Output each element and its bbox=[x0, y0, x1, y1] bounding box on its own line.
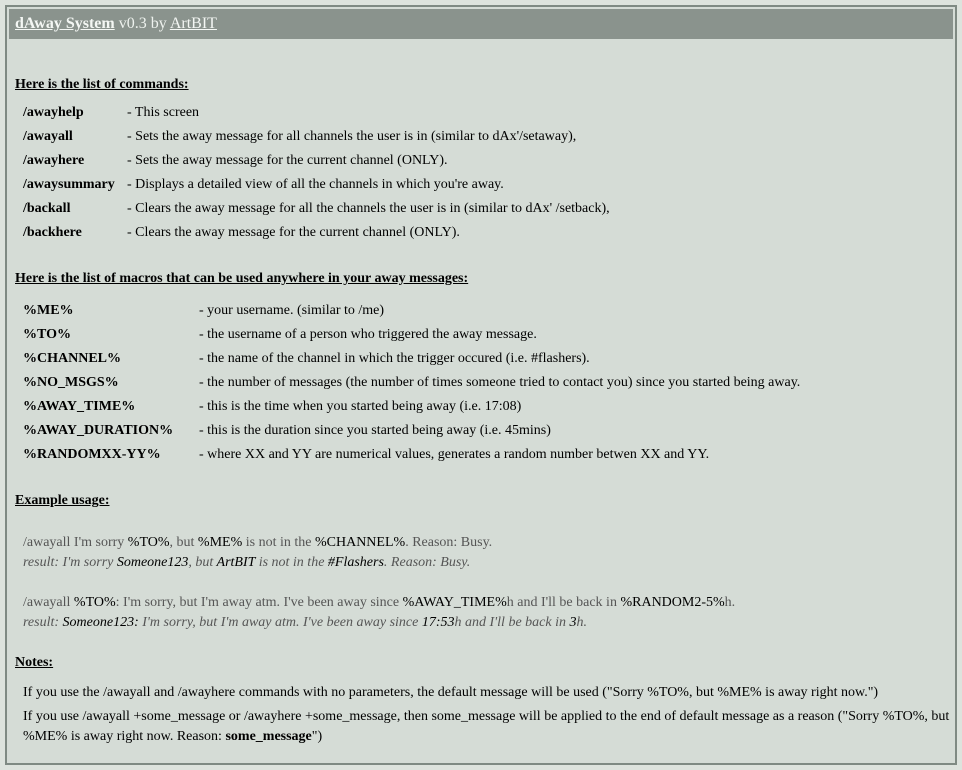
macro-desc: - this is the duration since you started being away (i.e. 45mins) bbox=[199, 423, 551, 438]
result-text: , but bbox=[188, 555, 217, 570]
example-macro: %TO% bbox=[127, 535, 170, 550]
macro-desc: - your username. (similar to /me) bbox=[199, 303, 385, 318]
macro-name: %AWAY_TIME% bbox=[23, 399, 136, 414]
macro-name: %CHANNEL% bbox=[23, 351, 122, 366]
command-name: /awayall bbox=[23, 129, 73, 144]
command-row bbox=[23, 223, 460, 243]
result-value: 3 bbox=[569, 615, 577, 630]
example-text: /awayall I'm sorry bbox=[23, 535, 128, 550]
macro-desc: - the username of a person who triggered the away message. bbox=[199, 327, 537, 342]
macro-name: %TO% bbox=[23, 327, 71, 342]
command-row bbox=[23, 103, 199, 123]
note-keyword: some_message bbox=[225, 729, 312, 744]
command-desc: - Clears the away message for all the channels the user is in (similar to dAx' /setback), bbox=[127, 201, 610, 216]
command-desc: - Sets the away message for all channels the user is in (similar to dAx'/setaway), bbox=[127, 129, 577, 144]
macro-row bbox=[23, 445, 709, 465]
version-label: v0.3 bbox=[118, 15, 147, 32]
command-row bbox=[23, 175, 504, 195]
examples-heading: Example usage: bbox=[15, 493, 110, 508]
example-text: is not in the bbox=[242, 535, 315, 550]
result-text: . Reason: Busy. bbox=[383, 555, 471, 570]
command-name: /awayhelp bbox=[23, 105, 84, 120]
macro-desc: - the number of messages (the number of times someone tried to contact you) since you started being away. bbox=[199, 375, 801, 390]
macro-row bbox=[23, 397, 521, 417]
help-panel bbox=[5, 5, 957, 765]
macro-desc: - where XX and YY are numerical values, generates a random number betwen XX and YY. bbox=[199, 447, 710, 462]
result-value: 17:53 bbox=[421, 615, 455, 630]
macro-name: %AWAY_DURATION% bbox=[23, 423, 174, 438]
notes-heading: Notes: bbox=[15, 655, 54, 670]
example-macro: %RANDOM2-5% bbox=[620, 595, 725, 610]
result-value: #Flashers bbox=[327, 555, 384, 570]
example-command bbox=[23, 533, 492, 553]
commands-heading: Here is the list of commands: bbox=[15, 77, 189, 92]
result-text: result: I'm sorry bbox=[23, 555, 117, 570]
macro-desc: - this is the time when you started being away (i.e. 17:08) bbox=[199, 399, 522, 414]
example-macro: %AWAY_TIME% bbox=[402, 595, 507, 610]
macro-row bbox=[23, 301, 384, 321]
result-text: is not in the bbox=[255, 555, 328, 570]
result-value: Someone123: bbox=[62, 615, 139, 630]
macro-name: %ME% bbox=[23, 303, 74, 318]
note-paragraph: If you use the /awayall and /awayhere commands with no parameters, the default message will be used ("Sorry %TO%, but %ME% is away right now.") bbox=[23, 685, 879, 700]
note-text: ") bbox=[311, 729, 323, 744]
command-name: /backall bbox=[23, 201, 71, 216]
example-macro: %ME% bbox=[197, 535, 243, 550]
command-row bbox=[23, 127, 576, 147]
macro-desc: - the name of the channel in which the trigger occured (i.e. #flashers). bbox=[199, 351, 590, 366]
example-text: , but bbox=[169, 535, 198, 550]
command-desc: - This screen bbox=[127, 105, 200, 120]
author-link[interactable]: ArtBIT bbox=[169, 15, 217, 32]
result-text: I'm sorry, but I'm away atm. I've been away since bbox=[138, 615, 422, 630]
command-desc: - Sets the away message for the current channel (ONLY). bbox=[127, 153, 448, 168]
note-paragraph bbox=[23, 707, 953, 747]
example-command bbox=[23, 593, 735, 613]
macro-row bbox=[23, 373, 800, 393]
note-text: If you use /awayall +some_message or /awayhere +some_message, then some_message will be applied to the end of default message as a reason ("Sorry %TO%, but %ME% is away right now. Reason: bbox=[23, 709, 950, 744]
macros-heading: Here is the list of macros that can be used anywhere in your away messages: bbox=[15, 271, 469, 286]
result-text: h and I'll be back in bbox=[454, 615, 570, 630]
result-value: ArtBIT bbox=[216, 555, 256, 570]
example-result bbox=[23, 553, 470, 573]
example-result bbox=[23, 613, 587, 633]
command-desc: - Displays a detailed view of all the channels in which you're away. bbox=[127, 177, 504, 192]
command-row bbox=[23, 151, 447, 171]
result-value: Someone123 bbox=[116, 555, 189, 570]
macro-name: %RANDOMXX-YY% bbox=[23, 447, 161, 462]
macro-row bbox=[23, 349, 590, 369]
app-name-link[interactable]: dAway System bbox=[15, 15, 115, 32]
by-label: by bbox=[150, 15, 167, 32]
example-text: . Reason: Busy. bbox=[405, 535, 493, 550]
example-text: /awayall bbox=[23, 595, 74, 610]
example-text: : I'm sorry, but I'm away atm. I've been away since bbox=[115, 595, 403, 610]
example-text: h. bbox=[724, 595, 736, 610]
example-macro: %CHANNEL% bbox=[314, 535, 406, 550]
example-text: h and I'll be back in bbox=[506, 595, 621, 610]
command-name: /awaysummary bbox=[23, 177, 115, 192]
result-text: h. bbox=[576, 615, 587, 630]
result-text: result: bbox=[23, 615, 63, 630]
command-desc: - Clears the away message for the current channel (ONLY). bbox=[127, 225, 460, 240]
command-name: /backhere bbox=[23, 225, 82, 240]
macro-name: %NO_MSGS% bbox=[23, 375, 119, 390]
macro-row bbox=[23, 325, 537, 345]
example-macro: %TO% bbox=[73, 595, 116, 610]
macro-row bbox=[23, 421, 551, 441]
command-name: /awayhere bbox=[23, 153, 85, 168]
title-bar bbox=[9, 9, 953, 39]
command-row bbox=[23, 199, 610, 219]
